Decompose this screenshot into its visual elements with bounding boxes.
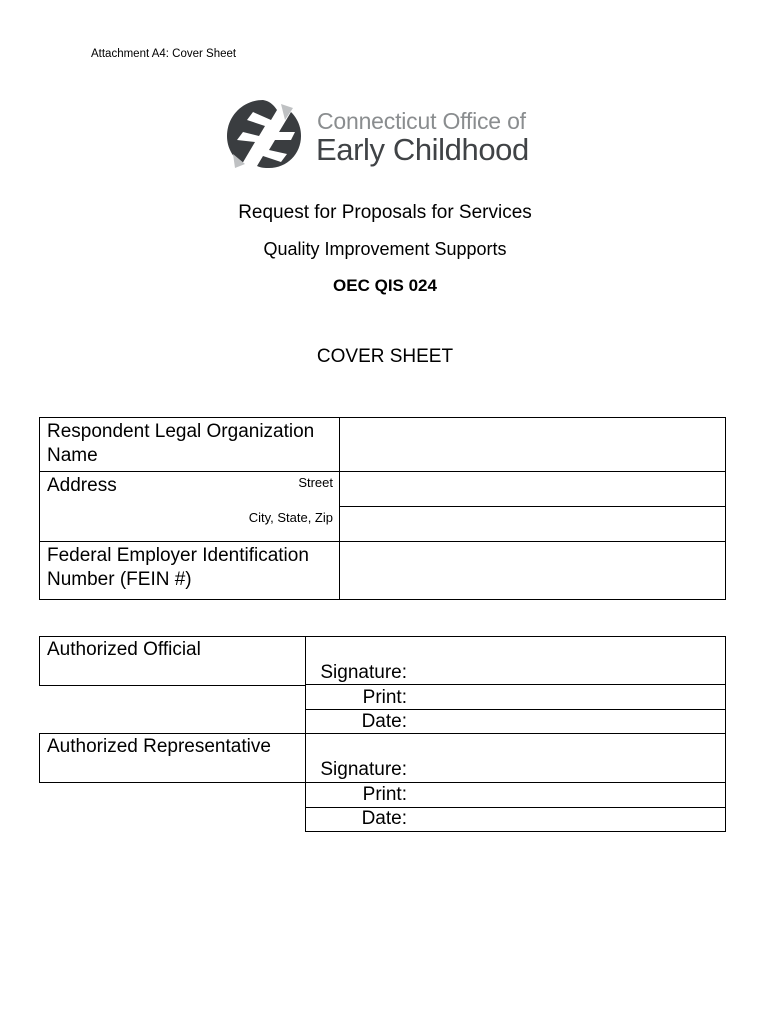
address-label: Address — [47, 475, 117, 496]
official-print-field[interactable] — [410, 686, 724, 708]
representative-signature-label: Signature: — [320, 759, 407, 780]
representative-date-field[interactable] — [410, 809, 724, 830]
representative-date-label: Date: — [361, 808, 407, 829]
representative-print-label: Print: — [362, 784, 407, 805]
title-line1: Request for Proposals for Services — [238, 202, 532, 223]
title-line2: Quality Improvement Supports — [263, 239, 507, 259]
authorized-official-label: Authorized Official — [47, 639, 201, 660]
org-name-field[interactable] — [341, 419, 725, 470]
representative-print-field[interactable] — [410, 784, 724, 806]
fein-field[interactable] — [341, 543, 725, 599]
official-signature-field[interactable] — [410, 638, 724, 683]
logo-line2: Early Childhood — [316, 132, 529, 167]
street-label: Street — [298, 475, 333, 490]
logo-line1: Connecticut Office of — [317, 108, 526, 134]
oec-logo — [225, 98, 555, 172]
official-print-label: Print: — [362, 687, 407, 708]
rfp-number: OEC QIS 024 — [333, 276, 437, 295]
org-name-label: Respondent Legal Organization Name — [47, 421, 315, 466]
attachment-label: Attachment A4: Cover Sheet — [91, 48, 237, 60]
city-state-zip-field[interactable] — [341, 508, 725, 540]
street-field[interactable] — [341, 473, 725, 505]
official-date-field[interactable] — [410, 711, 724, 732]
representative-signature-field[interactable] — [410, 735, 724, 781]
authorized-representative-label: Authorized Representative — [47, 736, 271, 757]
fein-label: Federal Employer Identification Number (FEIN #) — [47, 545, 309, 590]
official-signature-label: Signature: — [320, 662, 407, 683]
city-state-zip-label: City, State, Zip — [248, 510, 333, 525]
official-date-label: Date: — [361, 711, 407, 732]
cover-sheet-title: COVER SHEET — [316, 346, 454, 367]
hands-logo-icon — [225, 98, 305, 172]
